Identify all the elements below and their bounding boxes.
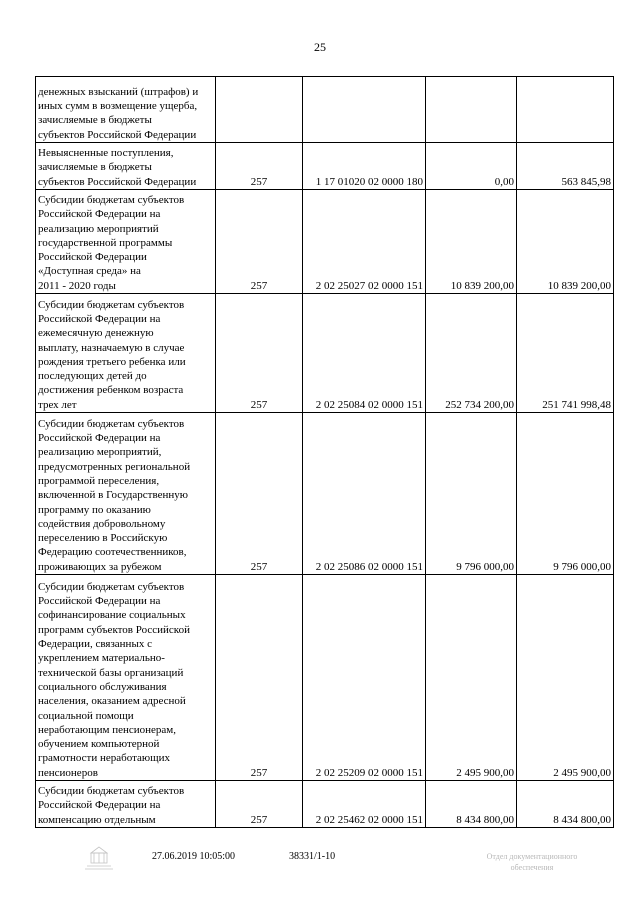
page-footer (0, 851, 640, 881)
row-name-cell (36, 143, 216, 190)
row-code-cell (303, 77, 426, 143)
row-admin-cell: 257 (216, 413, 303, 575)
row-fact-cell: 251 741 998,48 (517, 294, 614, 413)
table-row (36, 413, 614, 575)
row-plan-cell: 9 796 000,00 (426, 413, 517, 575)
row-name-cell (36, 294, 216, 413)
row-code-cell: 2 02 25084 02 0000 151 (303, 294, 426, 413)
row-admin-cell: 257 (216, 781, 303, 828)
table-row (36, 77, 614, 143)
document-emblem-icon (82, 845, 116, 871)
row-fact-cell: 8 434 800,00 (517, 781, 614, 828)
registration-stamp: Отдел документационного обеспечения (486, 852, 578, 872)
row-name-cell (36, 781, 216, 828)
row-plan-cell (426, 77, 517, 143)
row-admin-cell (216, 77, 303, 143)
table-row (36, 190, 614, 294)
table-row (36, 294, 614, 413)
row-admin-cell: 257 (216, 575, 303, 781)
row-name: Невыясненные поступления, зачисляемые в бюджеты субъектов Российской Федерации (38, 147, 197, 188)
table-row (36, 781, 614, 828)
row-plan-cell: 8 434 800,00 (426, 781, 517, 828)
row-name: Субсидии бюджетам субъектов Российской Федерации на ежемесячную денежную выплату, назначаемую в случае рождения третьего ребенка или последующих детей до достижения ребенком возраста трех лет (38, 298, 186, 411)
row-fact-cell: 2 495 900,00 (517, 575, 614, 781)
footer-doc-number: 38331/1-10 (289, 851, 336, 862)
row-name: денежных взысканий (штрафов) и иных сумм в возмещение ущерба, зачисляемые в бюджеты субъектов Российской Федерации (38, 85, 199, 141)
table-row (36, 575, 614, 781)
row-plan-cell: 0,00 (426, 143, 517, 190)
row-fact-cell: 9 796 000,00 (517, 413, 614, 575)
row-admin-cell: 257 (216, 294, 303, 413)
footer-date: 27.06.2019 10:05:00 (152, 851, 236, 862)
row-code-cell: 2 02 25209 02 0000 151 (303, 575, 426, 781)
row-fact-cell: 10 839 200,00 (517, 190, 614, 294)
page-number: 25 (314, 40, 326, 54)
row-name-cell (36, 575, 216, 781)
row-fact-cell (517, 77, 614, 143)
budget-table (35, 76, 614, 828)
row-code-cell: 1 17 01020 02 0000 180 (303, 143, 426, 190)
row-name-cell (36, 77, 216, 143)
row-admin-cell: 257 (216, 190, 303, 294)
row-code-cell: 2 02 25086 02 0000 151 (303, 413, 426, 575)
row-admin-cell: 257 (216, 143, 303, 190)
row-name: Субсидии бюджетам субъектов Российской Федерации на реализацию мероприятий государственной программы Российской Федерации «Доступная среда» на 2011 - 2020 годы (38, 193, 185, 292)
row-code-cell: 2 02 25027 02 0000 151 (303, 190, 426, 294)
row-name-cell (36, 413, 216, 575)
row-plan-cell: 10 839 200,00 (426, 190, 517, 294)
row-fact-cell: 563 845,98 (517, 143, 614, 190)
row-name: Субсидии бюджетам субъектов Российской Федерации на реализацию мероприятий, предусмотренных региональной программой переселения, включенной в Государственную программу по оказанию содействия добровольному переселению в Российскую Федерацию соотечественников, проживающих за рубежом (38, 417, 191, 573)
table-row (36, 143, 614, 190)
row-name-cell (36, 190, 216, 294)
row-code-cell: 2 02 25462 02 0000 151 (303, 781, 426, 828)
row-name: Субсидии бюджетам субъектов Российской Федерации на компенсацию отдельным (38, 785, 185, 826)
row-name: Субсидии бюджетам субъектов Российской Федерации на софинансирование социальных программ субъектов Российской Федерации, связанных с укреплением материально- технической базы организаций социального обслуживания населения, оказанием адресной социальной помощи неработающим пенсионерам, обучением компьютерной грамотности неработающих пенсионеров (38, 580, 190, 779)
row-plan-cell: 252 734 200,00 (426, 294, 517, 413)
row-plan-cell: 2 495 900,00 (426, 575, 517, 781)
